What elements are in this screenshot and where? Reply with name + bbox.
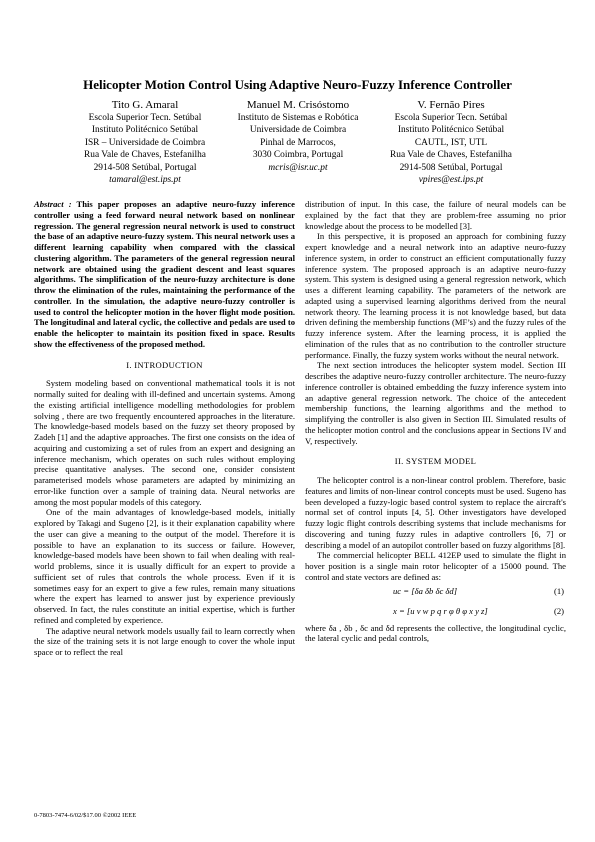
- author-affiliation: CAUTL, IST, UTL: [414, 137, 488, 148]
- equation-lhs: x: [393, 605, 397, 616]
- author-address: Pinhal de Marrocos,: [260, 137, 336, 148]
- author-email[interactable]: vpires@est.ips.pt: [418, 175, 484, 186]
- abstract-label: Abstract :: [34, 199, 72, 209]
- author-affiliation: Instituto Politécnico Setúbal: [91, 125, 199, 136]
- paragraph: The next section introduces the helicopter system model. Section III describes the adaptive neuro-fuzzy controller architecture. The neuro-fuzzy inference controller is obtained embedding the fuzzy inference system into an adaptive general regression network. The choice of the antecedent membership functions, the learning algorithms and the method to simplifying the controller is also given in Section III. Simulated results of the helicopter motion control and the conclusions appear in Sections IV and V, respectively.: [305, 360, 566, 446]
- author-address: 2914-508 Setúbal, Portugal: [93, 162, 197, 173]
- equation-2: [305, 603, 566, 623]
- author-affiliation: Instituto Politécnico Setúbal: [397, 125, 505, 136]
- author-name: V. Fernão Pires: [417, 99, 485, 111]
- paragraph: One of the main advantages of knowledge-based models, initially explored by Takagi and Sugeno [2], is it their explanation capability where the user can give a meaning to the output of the model. Therefore it is possible to have an explanation to its success or failure. However, knowledge-based models have been shown to fail when dealing with real-world problems, since it is usually difficult for an expert to provide a sufficient set of rules that controls the whole process. Even if it is sometimes easy for an expert to give a few rules, remain many situations where the expert has learned to answer just by experience previously observed. In fact, the rules constitute an initial expertise, which is further refined and completed by experience.: [34, 507, 295, 625]
- paragraph: distribution of input. In this case, the failure of neural models can be explained by the fact that they are problem-free assuming no prior knowledge about the process to be modelled [3].: [305, 199, 566, 231]
- author-affiliation: Escola Superior Tecn. Setúbal: [88, 113, 202, 123]
- paragraph: where δa , δb , δc and δd represents the collective, the longitudinal cyclic, the lateral cyclic and pedal controls,: [305, 622, 566, 644]
- author-affiliation: ISR – Universidade de Coimbra: [84, 137, 206, 148]
- author-address: Rua Vale de Chaves, Estefanilha: [390, 150, 512, 161]
- equation-number: (2): [553, 605, 564, 616]
- paragraph: The adaptive neural network models usually fail to learn correctly when the size of the training sets it is not large enough to cover the whole input space or to reflect the real: [34, 625, 295, 657]
- paragraph: System modeling based on conventional mathematical tools it is not normally suited for dealing with ill-defined and uncertain systems. Among the existing artificial intelligence modelling methodologies for problem solving , there are two frequently encountered approaches in the literature. The knowledge-based models based on the fuzzy set theory proposed by Zadeh [1] and the adaptive approaches. The first one consists on the idea of acquiring and customizing a set of rules from an expert and designing an inference mechanism, which operates on such rules without employing precise quantitative analyses. The second one, consider consistent parameterised models whose parameters are adapted by minimizing an error-like function over a sample of training data. Neural networks are among the most popular models of this category.: [34, 378, 295, 507]
- author-address: 3030 Coimbra, Portugal: [252, 150, 344, 161]
- author-name: Manuel M. Crisóstomo: [246, 99, 350, 111]
- section-heading-introduction: I. INTRODUCTION: [126, 359, 203, 370]
- copyright-footer: 0-7803-7474-6/02/$17.00 ©2002 IEEE: [34, 812, 137, 819]
- equation-rhs: = [u v w p q r φ θ φ x y z]: [398, 605, 488, 616]
- author-address: Rua Vale de Chaves, Estefanilha: [84, 150, 206, 161]
- author-name: Tito G. Amaral: [111, 99, 179, 111]
- paragraph: The helicopter control is a non-linear control problem. Therefore, basic features and limits of non-linear control concepts must be used. Sugeno has been developed a fuzzy-logic based control system to replace the aircraft's normal set of control inputs [4, 5]. Other investigators have developed fuzzy logic flight controls describing systems that include mechanisms for discovering and tuning fuzzy rules in adaptive controllers [6, 7] or describing a model of an autopilot controller based on fuzzy algorithms [8].: [305, 475, 566, 550]
- equation-lhs: uc: [393, 585, 402, 596]
- author-address: 2914-508 Setúbal, Portugal: [399, 162, 503, 173]
- author-email[interactable]: mcris@isr.uc.pt: [268, 162, 328, 173]
- equation-number: (1): [553, 585, 564, 596]
- left-column: [34, 199, 295, 658]
- author-affiliation: Universidade de Coimbra: [249, 125, 347, 136]
- equation-1: [305, 583, 566, 603]
- abstract-text: This paper proposes an adaptive neuro-fuzzy inference controller using a feed forward neural network based on nonlinear regression. The general regression neural network is used to construct the base of an adaptive neuro-fuzzy system. This neural network uses a different learning capability when compared with the classical clustering algorithm. The parameters of the general regression neural network are obtained using the gradient descent and least squares algorithms. The simplification of the neuro-fuzzy architecture is done throw the elimination of the rules, maintaining the performance of the controller. In the simulation, the adaptive neuro-fuzzy controller is used to control the helicopter motion in the hover flight mode position. The longitudinal and lateral cyclic, the collective and pedals are used to enable the helicopter to maintain its position fixed in space. Results show the effectiveness of the proposed method.: [34, 199, 295, 349]
- right-column: [305, 199, 566, 644]
- author-affiliation: Escola Superior Tecn. Setúbal: [394, 113, 508, 123]
- author-affiliation: Instituto de Sistemas e Robótica: [237, 113, 359, 123]
- abstract: [34, 199, 295, 350]
- equation-rhs: = [δa δb δc δd]: [403, 585, 458, 596]
- paper-title: Helicopter Motion Control Using Adaptive Neuro-Fuzzy Inference Controller: [83, 77, 512, 92]
- section-heading-system-model: II. SYSTEM MODEL: [394, 456, 477, 467]
- paragraph: The commercial helicopter BELL 412EP used to simulate the flight in hover position is a single main rotor helicopter of a 15000 pound. The control and state vectors are defined as:: [305, 550, 566, 582]
- author-email[interactable]: tamaral@est.ips.pt: [109, 175, 181, 186]
- author-block-3: [356, 98, 546, 186]
- paragraph: In this perspective, it is proposed an approach for combining fuzzy expert knowledge and a neural network into an adaptive neuro-fuzzy inference system, in order to construct an efficient computationally fuzzy inference system. The proposed approach is an adaptive neuro-fuzzy system. This system is designed using a general regression network, which uses a different learning capability. The parameters of the network are adapted using a supervised learning algorithms derived from the neural network theory. The learning process it is not knowledge based, but data driven defining the membership functions (MF’s) and the fuzzy rules of the fuzzy inference system. After the learning process, it is applied the elimination of the rules that as no contribution to the controller structure performance. Finally, the fuzzy system works without the neural network.: [305, 231, 566, 360]
